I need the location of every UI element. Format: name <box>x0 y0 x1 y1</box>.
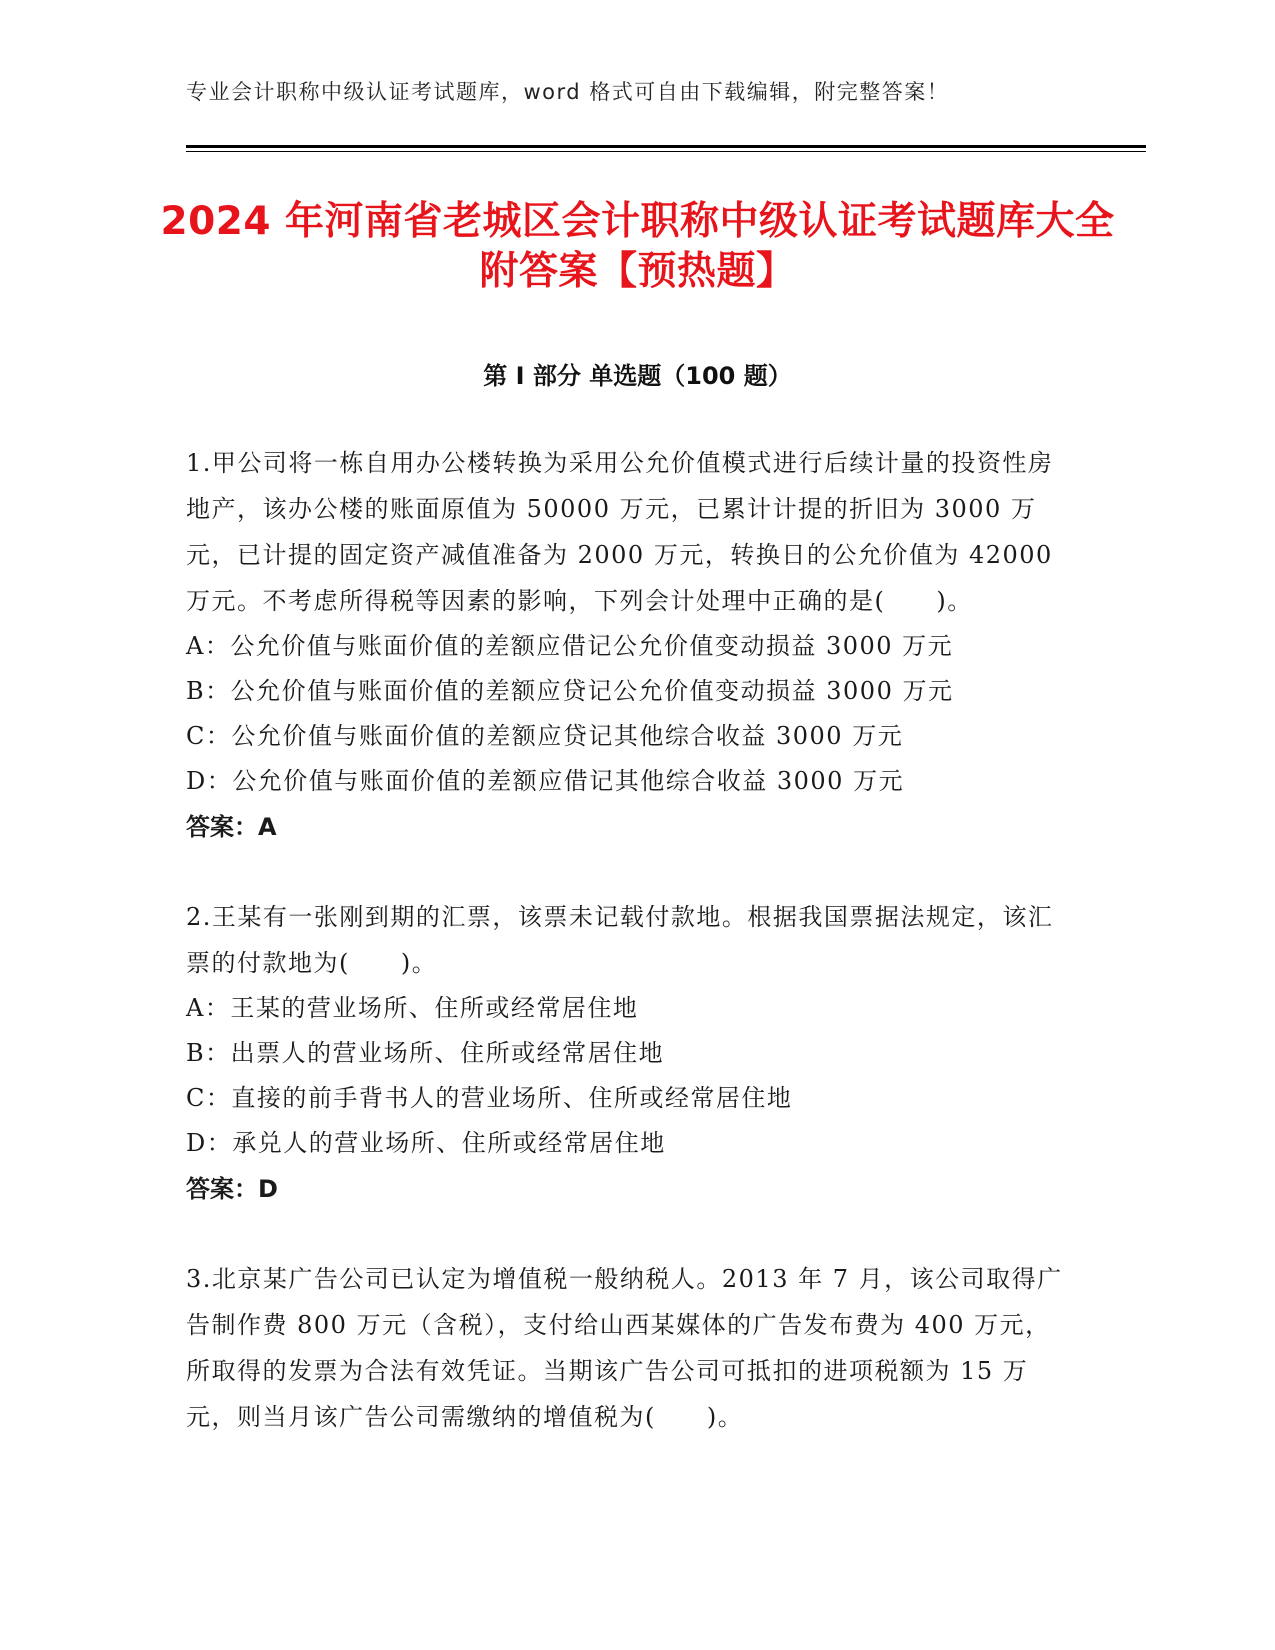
option-b: B：公允价值与账面价值的差额应贷记公允价值变动损益 3000 万元 <box>186 677 954 705</box>
question-3 <box>186 1256 1066 1440</box>
option-c: C：公允价值与账面价值的差额应贷记其他综合收益 3000 万元 <box>186 722 904 750</box>
question-1 <box>186 440 1066 850</box>
option-a: A：公允价值与账面价值的差额应借记公允价值变动损益 3000 万元 <box>186 632 954 660</box>
section-heading: 第 I 部分 单选题（100 题） <box>483 362 792 390</box>
option-c: C：直接的前手背书人的营业场所、住所或经常居住地 <box>186 1084 793 1112</box>
answer: 答案：A <box>186 813 277 841</box>
option-b: B：出票人的营业场所、住所或经常居住地 <box>186 1039 665 1067</box>
header-divider-thin <box>186 151 1146 152</box>
option-a: A：王某的营业场所、住所或经常居住地 <box>186 994 639 1022</box>
question-stem: 3.北京某广告公司已认定为增值税一般纳税人。2013 年 7 月，该公司取得广告制作费 800 万元（含税），支付给山西某媒体的广告发布费为 400 万元，所取得的发票为合法有效凭证。当期该广告公司可抵扣的进项税额为 15 万元，则当月该广告公司需缴纳的增值税为( )。 <box>186 1265 1063 1431</box>
header-note: 专业会计职称中级认证考试题库，word 格式可自由下载编辑，附完整答案！ <box>186 80 950 104</box>
question-stem: 1.甲公司将一栋自用办公楼转换为采用公允价值模式进行后续计量的投资性房地产，该办公楼的账面原值为 50000 万元，已累计计提的折旧为 3000 万元，已计提的固定资产减值准备为 2000 万元，转换日的公允价值为 42000 万元。不考虑所得税等因素的影响，下列会计处理中正确的是( )。 <box>186 449 1054 615</box>
document-title: 2024 年河南省老城区会计职称中级认证考试题库大全附答案【预热题】 <box>160 199 1115 294</box>
option-d: D：承兑人的营业场所、住所或经常居住地 <box>186 1129 666 1157</box>
question-stem: 2.王某有一张刚到期的汇票，该票未记载付款地。根据我国票据法规定，该汇票的付款地为( )。 <box>186 903 1054 977</box>
answer: 答案：D <box>186 1175 278 1203</box>
option-d: D：公允价值与账面价值的差额应借记其他综合收益 3000 万元 <box>186 767 905 795</box>
question-list <box>186 440 1066 1484</box>
question-2 <box>186 894 1066 1212</box>
header-divider-thick <box>186 145 1146 148</box>
